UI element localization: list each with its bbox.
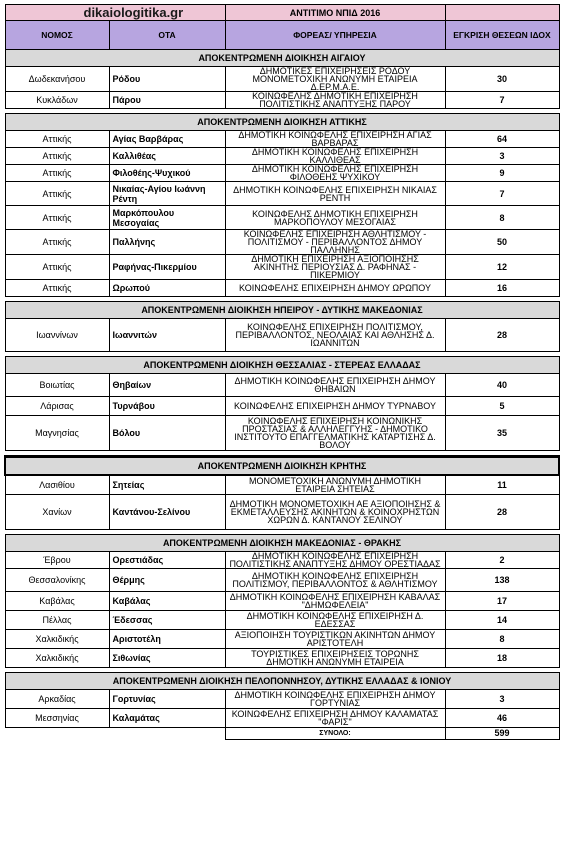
table-row [5,397,559,416]
cell-positions: 18 [445,648,559,667]
section-title: ΑΠΟΚΕΝΤΡΩΜΕΝΗ ΔΙΟΙΚΗΣΗ ΑΙΓΑΙΟΥ [5,50,559,67]
table-row [5,148,559,165]
title-blank [445,5,559,21]
table-row [5,206,559,230]
cell-ota: Ιωαννιτών [109,319,225,352]
table-row [5,255,559,280]
table-row [5,374,559,397]
cell-nomos: Μεσσηνίας [5,708,109,727]
cell-positions: 17 [445,591,559,610]
cell-nomos: Αρκαδίας [5,689,109,708]
site-name: dikaiologitika.gr [5,5,225,21]
cell-foreas: ΔΗΜΟΤΙΚΕΣ ΕΠΙΧΕΙΡΗΣΕΙΣ ΡΟΔΟΥ ΜΟΝΟΜΕΤΟΧΙΚΗ ΑΝΩΝΥΜΗ ΕΤΑΙΡΕΙΑ Δ.ΕΡ.Μ.Α.Ε. [225,67,445,92]
cell-positions: 3 [445,148,559,165]
cell-foreas: ΚΟΙΝΩΦΕΛΗΣ ΕΠΙΧΕΙΡΗΣΗ ΚΟΙΝΩΝΙΚΗΣ ΠΡΟΣΤΑΣΙΑΣ & ΑΛΛΗΛΕΓΓΥΗΣ - ΔΗΜΟΤΙΚΟ ΙΝΣΤΙΤΟΥΤΟ ΕΠΑΓΓΕΛΜΑΤΙΚΗΣ ΚΑΤΑΡΤΙΣΗΣ Δ. ΒΟΛΟΥ [225,416,445,451]
cell-foreas: ΜΟΝΟΜΕΤΟΧΙΚΗ ΑΝΩΝΥΜΗ ΔΗΜΟΤΙΚΗ ΕΤΑΙΡΕΙΑ ΣΗΤΕΙΑΣ [225,475,445,494]
cell-foreas: ΔΗΜΟΤΙΚΗ ΚΟΙΝΩΦΕΛΗΣ ΕΠΙΧΕΙΡΗΣΗ ΠΟΛΙΤΙΣΜΟΥ, ΠΕΡΙΒΑΛΛΟΝΤΟΣ & ΑΘΛΗΤΙΣΜΟΥ [225,568,445,591]
cell-nomos: Έβρου [5,551,109,568]
cell-ota: Φιλοθέης-Ψυχικού [109,165,225,182]
cell-ota: Ωρωπού [109,280,225,297]
cell-foreas: ΔΗΜΟΤΙΚΗ ΚΟΙΝΩΦΕΛΗΣ ΕΠΙΧΕΙΡΗΣΗ ΔΗΜΟΥ ΘΗΒΑΙΩΝ [225,374,445,397]
table-row [5,182,559,206]
cell-positions: 30 [445,67,559,92]
col-header-nomos: ΝΟΜΟΣ [5,21,109,50]
cell-ota: Θηβαίων [109,374,225,397]
table-row [5,648,559,667]
cell-nomos: Χαλκιδικής [5,629,109,648]
cell-ota: Πάρου [109,92,225,109]
cell-foreas: ΑΞΙΟΠΟΙΗΣΗ ΤΟΥΡΙΣΤΙΚΩΝ ΑΚΙΝΗΤΩΝ ΔΗΜΟΥ ΑΡΙΣΤΟΤΕΛΗ [225,629,445,648]
cell-foreas: ΔΗΜΟΤΙΚΗ ΚΟΙΝΩΦΕΛΗΣ ΕΠΙΧΕΙΡΗΣΗ ΔΗΜΟΥ ΓΟΡΤΥΝΙΑΣ [225,689,445,708]
cell-ota: Σητείας [109,475,225,494]
total-blank [5,727,225,739]
table-row [5,230,559,255]
cell-ota: Καλλιθέας [109,148,225,165]
cell-nomos: Μαγνησίας [5,416,109,451]
cell-positions: 7 [445,182,559,206]
cell-foreas: ΔΗΜΟΤΙΚΗ ΚΟΙΝΩΦΕΛΗΣ ΕΠΙΧΕΙΡΗΣΗ ΚΑΛΛΙΘΕΑΣ [225,148,445,165]
cell-foreas: ΚΟΙΝΩΦΕΛΗΣ ΔΗΜΟΤΙΚΗ ΕΠΙΧΕΙΡΗΣΗ ΠΟΛΙΤΙΣΤΙΚΗΣ ΑΝΑΠΤΥΞΗΣ ΠΑΡΟΥ [225,92,445,109]
total-row [5,727,559,739]
cell-positions: 11 [445,475,559,494]
cell-positions: 28 [445,319,559,352]
cell-foreas: ΚΟΙΝΩΦΕΛΗΣ ΕΠΙΧΕΙΡΗΣΗ ΠΟΛΙΤΙΣΜΟΥ, ΠΕΡΙΒΑΛΛΟΝΤΟΣ, ΝΕΟΛΑΙΑΣ ΚΑΙ ΑΘΛΗΣΗΣ Δ. ΙΩΑΝΝΙΤΩΝ [225,319,445,352]
cell-positions: 64 [445,131,559,148]
positions-table [4,4,560,740]
cell-ota: Τυρνάβου [109,397,225,416]
section-title: ΑΠΟΚΕΝΤΡΩΜΕΝΗ ΔΙΟΙΚΗΣΗ ΗΠΕΙΡΟΥ - ΔΥΤΙΚΗΣ ΜΑΚΕΔΟΝΙΑΣ [5,302,559,319]
table-row [5,319,559,352]
cell-ota: Καντάνου-Σελίνου [109,494,225,529]
section-header-row [5,672,559,689]
cell-positions: 46 [445,708,559,727]
cell-nomos: Χαλκιδικής [5,648,109,667]
header-row [5,21,559,50]
cell-positions: 3 [445,689,559,708]
cell-foreas: ΚΟΙΝΩΦΕΛΗΣ ΕΠΙΧΕΙΡΗΣΗ ΔΗΜΟΥ ΚΑΛΑΜΑΤΑΣ "ΦΑΡΙΣ" [225,708,445,727]
cell-positions: 9 [445,165,559,182]
cell-foreas: ΤΟΥΡΙΣΤΙΚΕΣ ΕΠΙΧΕΙΡΗΣΕΙΣ ΤΟΡΩΝΗΣ ΔΗΜΟΤΙΚΗ ΑΝΩΝΥΜΗ ΕΤΑΙΡΕΙΑ [225,648,445,667]
section-header-row [5,50,559,67]
cell-foreas: ΚΟΙΝΩΦΕΛΗΣ ΕΠΙΧΕΙΡΗΣΗ ΔΗΜΟΥ ΩΡΩΠΟΥ [225,280,445,297]
cell-nomos: Λασιθίου [5,475,109,494]
cell-ota: Νικαίας-Αγίου Ιωάννη Ρέντη [109,182,225,206]
cell-nomos: Κυκλάδων [5,92,109,109]
document-title: ΑΝΤΙΤΙΜΟ ΝΠΙΔ 2016 [225,5,445,21]
table-row [5,568,559,591]
section-header-row [5,357,559,374]
cell-foreas: ΚΟΙΝΩΦΕΛΗΣ ΔΗΜΟΤΙΚΗ ΕΠΙΧΕΙΡΗΣΗ ΜΑΡΚΟΠΟΥΛΟΥ ΜΕΣΟΓΑΙΑΣ [225,206,445,230]
cell-nomos: Καβάλας [5,591,109,610]
section-title: ΑΠΟΚΕΝΤΡΩΜΕΝΗ ΔΙΟΙΚΗΣΗ ΘΕΣΣΑΛΙΑΣ - ΣΤΕΡΕΑΣ ΕΛΛΑΔΑΣ [5,357,559,374]
section-title: ΑΠΟΚΕΝΤΡΩΜΕΝΗ ΔΙΟΙΚΗΣΗ ΠΕΛΟΠΟΝΝΗΣΟΥ, ΔΥΤΙΚΗΣ ΕΛΛΑΔΑΣ & ΙΟΝΙΟΥ [5,672,559,689]
section-header-row [5,302,559,319]
cell-positions: 5 [445,397,559,416]
cell-ota: Παλλήνης [109,230,225,255]
cell-ota: Ραφήνας-Πικερμίου [109,255,225,280]
cell-positions: 7 [445,92,559,109]
table-row [5,92,559,109]
table-row [5,131,559,148]
cell-positions: 40 [445,374,559,397]
cell-positions: 8 [445,629,559,648]
cell-foreas: ΔΗΜΟΤΙΚΗ ΚΟΙΝΩΦΕΛΗΣ ΕΠΙΧΕΙΡΗΣΗ ΦΙΛΟΘΕΗΣ ΨΥΧΙΚΟΥ [225,165,445,182]
cell-foreas: ΔΗΜΟΤΙΚΗ ΚΟΙΝΩΦΕΛΗΣ ΕΠΙΧΕΙΡΗΣΗ Δ. ΕΔΕΣΣΑΣ [225,610,445,629]
cell-ota: Καλαμάτας [109,708,225,727]
cell-nomos: Αττικής [5,131,109,148]
table-row [5,610,559,629]
section-title: ΑΠΟΚΕΝΤΡΩΜΕΝΗ ΔΙΟΙΚΗΣΗ ΚΡΗΤΗΣ [5,457,559,476]
section-title: ΑΠΟΚΕΝΤΡΩΜΕΝΗ ΔΙΟΙΚΗΣΗ ΜΑΚΕΔΟΝΙΑΣ - ΘΡΑΚΗΣ [5,534,559,551]
cell-positions: 35 [445,416,559,451]
col-header-ota: ΟΤΑ [109,21,225,50]
cell-foreas: ΔΗΜΟΤΙΚΗ ΚΟΙΝΩΦΕΛΗΣ ΕΠΙΧΕΙΡΗΣΗ ΑΓΙΑΣ ΒΑΡΒΑΡΑΣ [225,131,445,148]
cell-nomos: Θεσσαλονίκης [5,568,109,591]
section-title: ΑΠΟΚΕΝΤΡΩΜΕΝΗ ΔΙΟΙΚΗΣΗ ΑΤΤΙΚΗΣ [5,114,559,131]
cell-ota: Αγίας Βαρβάρας [109,131,225,148]
cell-ota: Ορεστιάδας [109,551,225,568]
cell-foreas: ΚΟΙΝΩΦΕΛΗΣ ΕΠΙΧΕΙΡΗΣΗ ΔΗΜΟΥ ΤΥΡΝΑΒΟΥ [225,397,445,416]
cell-nomos: Πέλλας [5,610,109,629]
total-label: ΣΥΝΟΛΟ: [225,727,445,739]
cell-ota: Μαρκόπουλου Μεσογαίας [109,206,225,230]
table-row [5,165,559,182]
total-value: 599 [445,727,559,739]
table-row [5,67,559,92]
cell-ota: Θέρμης [109,568,225,591]
cell-foreas: ΔΗΜΟΤΙΚΗ ΚΟΙΝΩΦΕΛΗΣ ΕΠΙΧΕΙΡΗΣΗ ΝΙΚΑΙΑΣ ΡΕΝΤΗ [225,182,445,206]
cell-positions: 12 [445,255,559,280]
table-row [5,475,559,494]
table-row [5,280,559,297]
table-row [5,551,559,568]
table-row [5,689,559,708]
cell-ota: Σιθωνίας [109,648,225,667]
col-header-egkrisi: ΕΓΚΡΙΣΗ ΘΕΣΕΩΝ ΙΔΟΧ [445,21,559,50]
table-row [5,494,559,529]
cell-foreas: ΔΗΜΟΤΙΚΗ ΚΟΙΝΩΦΕΛΗΣ ΕΠΙΧΕΙΡΗΣΗ ΠΟΛΙΤΙΣΤΙΚΗΣ ΑΝΑΠΤΥΞΗΣ ΔΗΜΟΥ ΟΡΕΣΤΙΑΔΑΣ [225,551,445,568]
cell-nomos: Βοιωτίας [5,374,109,397]
section-header-row [5,114,559,131]
table-row [5,591,559,610]
col-header-foreas: ΦΟΡΕΑΣ/ ΥΠΗΡΕΣΙΑ [225,21,445,50]
cell-positions: 16 [445,280,559,297]
cell-nomos: Χανίων [5,494,109,529]
cell-positions: 28 [445,494,559,529]
document-sheet [4,4,558,740]
cell-ota: Έδεσσας [109,610,225,629]
cell-ota: Καβάλας [109,591,225,610]
cell-nomos: Αττικής [5,206,109,230]
cell-nomos: Λάρισας [5,397,109,416]
cell-foreas: ΚΟΙΝΩΦΕΛΗΣ ΕΠΙΧΕΙΡΗΣΗ ΑΘΛΗΤΙΣΜΟΥ - ΠΟΛΙΤΙΣΜΟΥ - ΠΕΡΙΒΑΛΛΟΝΤΟΣ ΔΗΜΟΥ ΠΑΛΛΗΝΗΣ [225,230,445,255]
cell-nomos: Αττικής [5,230,109,255]
cell-ota: Βόλου [109,416,225,451]
table-row [5,416,559,451]
cell-positions: 8 [445,206,559,230]
cell-foreas: ΔΗΜΟΤΙΚΗ ΕΠΙΧΕΙΡΗΣΗ ΑΞΙΟΠΟΙΗΣΗΣ ΑΚΙΝΗΤΗΣ ΠΕΡΙΟΥΣΙΑΣ Δ. ΡΑΦΗΝΑΣ - ΠΙΚΕΡΜΙΟΥ [225,255,445,280]
section-header-row [5,457,559,476]
cell-nomos: Αττικής [5,165,109,182]
cell-nomos: Ιωαννίνων [5,319,109,352]
cell-ota: Ρόδου [109,67,225,92]
table-row [5,629,559,648]
cell-nomos: Αττικής [5,255,109,280]
cell-nomos: Δωδεκανήσου [5,67,109,92]
title-row [5,5,559,21]
section-header-row [5,534,559,551]
table-row [5,708,559,727]
cell-nomos: Αττικής [5,182,109,206]
cell-ota: Αριστοτέλη [109,629,225,648]
cell-positions: 14 [445,610,559,629]
cell-nomos: Αττικής [5,280,109,297]
cell-foreas: ΔΗΜΟΤΙΚΗ ΜΟΝΟΜΕΤΟΧΙΚΗ ΑΕ ΑΞΙΟΠΟΙΗΣΗΣ & ΕΚΜΕΤΑΛΛΕΥΣΗΣ ΑΚΙΝΗΤΩΝ & ΚΟΙΝΟΧΡΗΣΤΩΝ ΧΩΡΩΝ Δ. ΚΑΝΤΑΝΟΥ ΣΕΛΙΝΟΥ [225,494,445,529]
cell-foreas: ΔΗΜΟΤΙΚΗ ΚΟΙΝΩΦΕΛΗΣ ΕΠΙΧΕΙΡΗΣΗ ΚΑΒΑΛΑΣ "ΔΗΜΩΦΕΛΕΙΑ" [225,591,445,610]
cell-positions: 50 [445,230,559,255]
cell-ota: Γορτυνίας [109,689,225,708]
cell-nomos: Αττικής [5,148,109,165]
cell-positions: 138 [445,568,559,591]
cell-positions: 2 [445,551,559,568]
